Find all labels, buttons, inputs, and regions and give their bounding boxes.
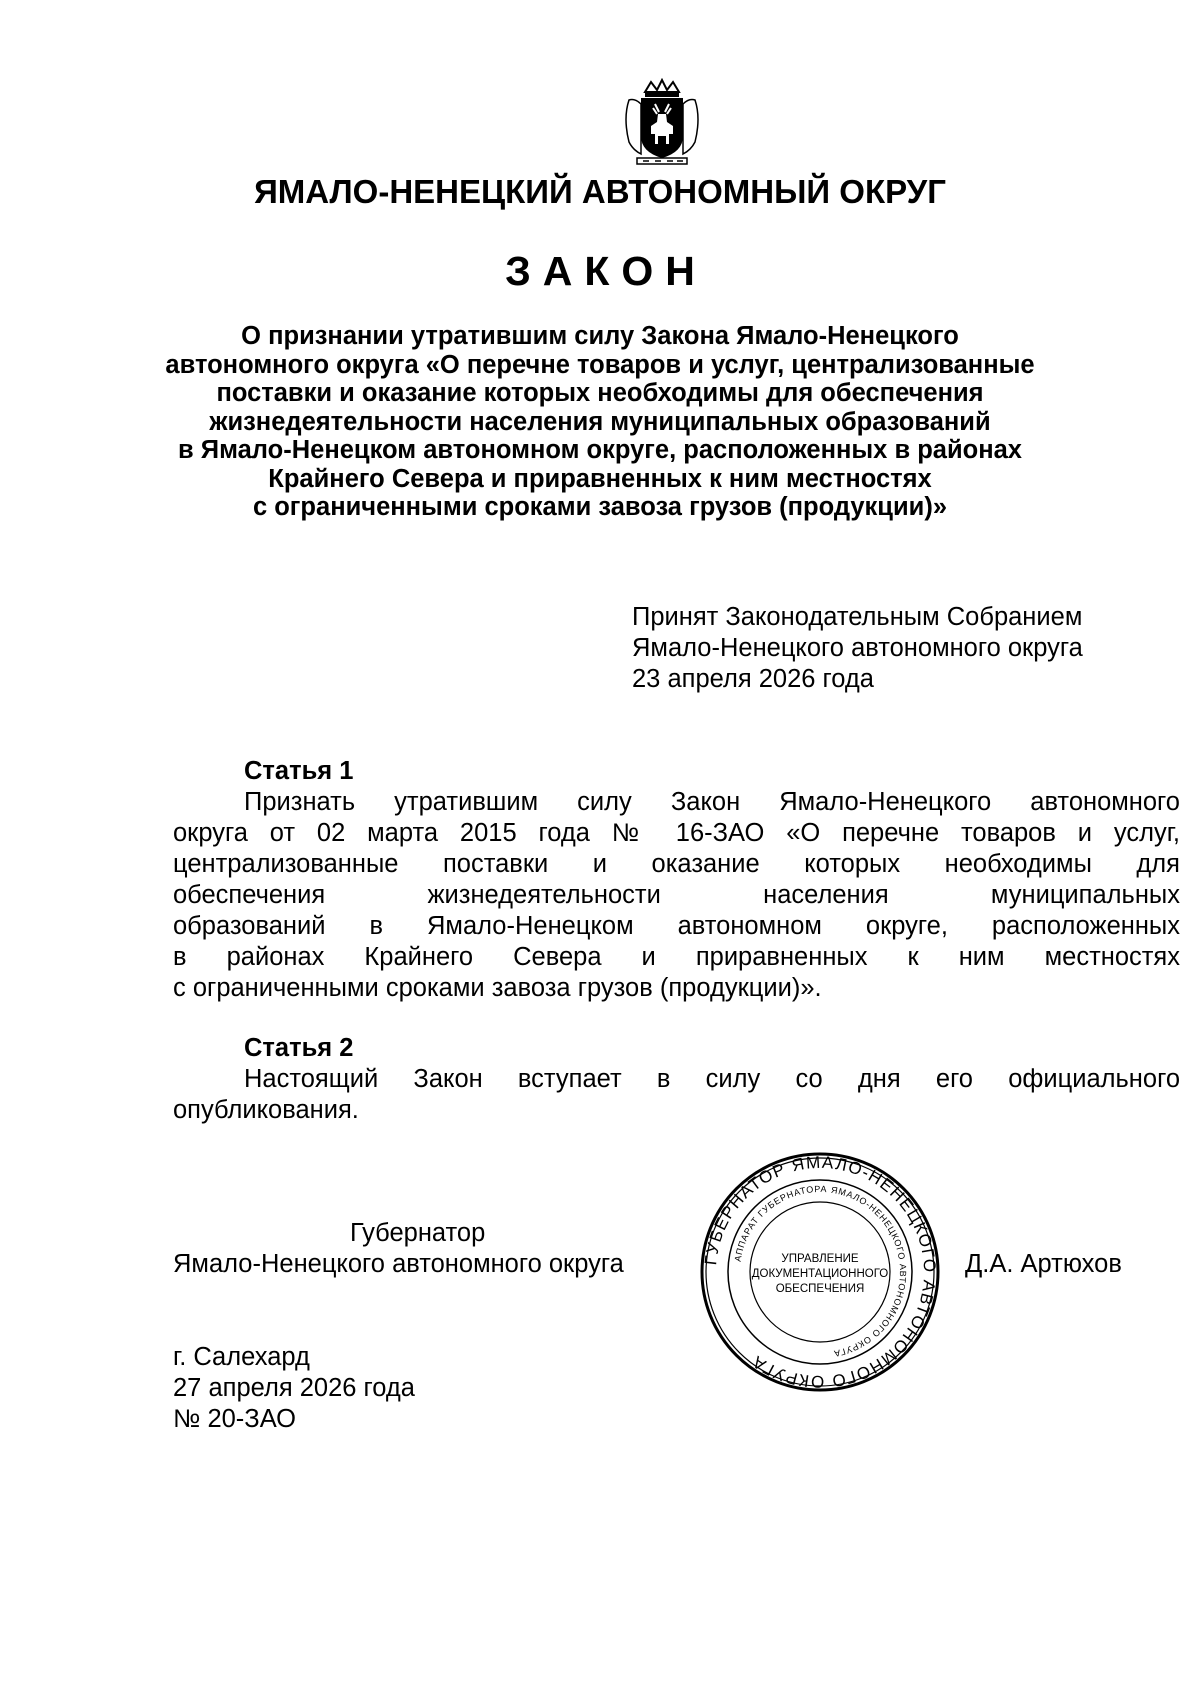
law-title-line: автономного округа «О перечне товаров и услуг, централизованные: [165, 350, 1035, 379]
law-title-line: Крайнего Севера и приравненных к ним местностях: [268, 464, 932, 493]
footer-date: 27 апреля 2026 года: [173, 1374, 415, 1402]
signatory-title: Губернатор: [350, 1219, 486, 1247]
law-title: [160, 322, 1040, 522]
stamp-seal-icon: [700, 1152, 940, 1392]
article-line: Признать утратившим силу Закон Ямало-Ненецкого автономного: [244, 788, 1180, 816]
law-title-line: в Ямало-Ненецком автономном округе, расположенных в районах: [178, 436, 1022, 464]
adoption-line: 23 апреля 2026 года: [632, 665, 874, 693]
article-line: опубликования.: [173, 1096, 359, 1124]
footer-number: № 20-ЗАО: [173, 1405, 296, 1433]
stamp-center-line: ОБЕСПЕЧЕНИЯ: [775, 1283, 865, 1295]
article-2-text: [173, 1064, 1180, 1126]
article-line: с ограниченными сроками завоза грузов (продукции)».: [173, 974, 822, 1002]
law-title-line: жизнедеятельности населения муниципальных образований: [209, 407, 991, 436]
footer-place: г. Салехард: [173, 1343, 310, 1371]
signatory-name: Д.А. Артюхов: [965, 1250, 1122, 1278]
official-stamp: [700, 1152, 940, 1392]
stamp-inner-text: АППАРАТ ГУБЕРНАТОРА ЯМАЛО-НЕНЕЦКОГО АВТОНОМНОГО ОКРУГА: [732, 1183, 909, 1359]
stamp-outer-text: ГУБЕРНАТОР ЯМАЛО-НЕНЕЦКОГО АВТОНОМНОГО ОКРУГА: [701, 1152, 940, 1392]
law-title-line: поставки и оказание которых необходимы для обеспечения: [216, 379, 984, 407]
article-1-heading: Статья 1: [244, 757, 354, 785]
article-line: в районах Крайнего Севера и приравненных к ним местностях: [173, 943, 1180, 971]
article-line: обеспечения жизнедеятельности населения муниципальных: [173, 881, 1180, 909]
adoption-note: [632, 602, 1083, 695]
region-title: ЯМАЛО-НЕНЕЦКИЙ АВТОНОМНЫЙ ОКРУГ: [254, 173, 946, 210]
article-2-heading: Статья 2: [244, 1034, 354, 1062]
coat-of-arms-emblem: [621, 78, 703, 170]
adoption-line: Ямало-Ненецкого автономного округа: [632, 634, 1083, 662]
law-title-line: О признании утратившим силу Закона Ямало-Ненецкого: [241, 322, 959, 350]
stamp-center-line: ДОКУМЕНТАЦИОННОГО: [751, 1268, 889, 1280]
document-footer: [173, 1342, 415, 1435]
adoption-line: Принят Законодательным Собранием: [632, 603, 1083, 631]
signatory-region: Ямало-Ненецкого автономного округа: [173, 1250, 624, 1278]
document-type: ЗАКОН: [505, 248, 707, 294]
article-1-text: [173, 787, 1180, 1004]
stamp-center-line: УПРАВЛЕНИЕ: [781, 1253, 859, 1265]
article-line: округа от 02 марта 2015 года № 16-ЗАО «О перечне товаров и услуг,: [173, 819, 1180, 847]
law-title-line: с ограниченными сроками завоза грузов (продукции)»: [252, 493, 948, 521]
coat-of-arms-icon: [621, 78, 703, 170]
article-line: централизованные поставки и оказание которых необходимы для: [173, 850, 1180, 878]
article-line: Настоящий Закон вступает в силу со дня его официального: [244, 1065, 1180, 1093]
article-line: образований в Ямало-Ненецком автономном округе, расположенных: [173, 912, 1180, 940]
